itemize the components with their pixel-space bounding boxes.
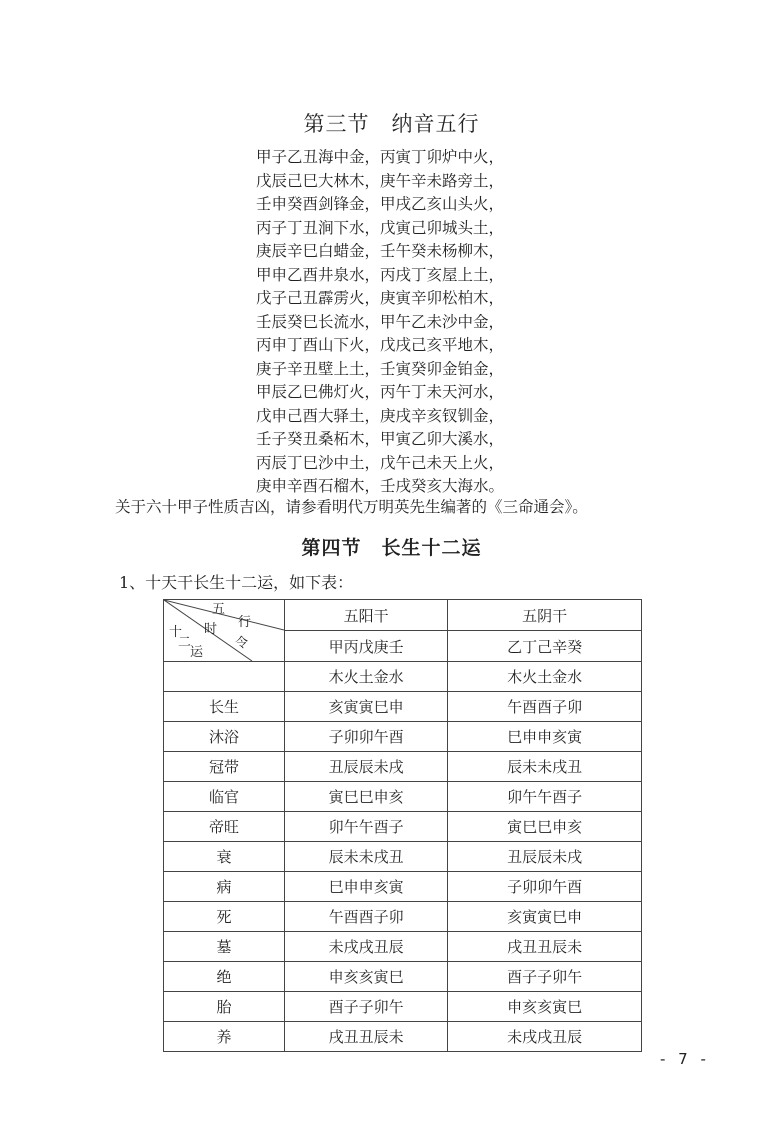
verse-line: 庚辰辛巳白蜡金，壬午癸未杨柳木， (256, 242, 505, 260)
elements-yin: 木火土金水 (448, 662, 642, 692)
yang-branches: 申亥亥寅巳 (285, 962, 448, 992)
table-row (164, 692, 642, 722)
table-row (164, 992, 642, 1022)
table-row (164, 782, 642, 812)
corner-label: 五 (212, 602, 226, 617)
verse-line: 戊子己丑霹雳火，庚寅辛卯松柏木， (256, 289, 505, 307)
empty-cell (164, 662, 285, 692)
verse-line: 壬辰癸巳长流水，甲午乙未沙中金， (256, 312, 505, 331)
reference-note: 关于六十甲子性质吉凶，请参看明代万明英先生编著的《三命通会》。 (115, 498, 588, 516)
table-row (164, 812, 642, 842)
diagonal-header-cell (164, 600, 285, 662)
stage-label: 冠带 (164, 752, 285, 782)
corner-label: 令 (235, 636, 249, 651)
yang-branches: 巳申申亥寅 (285, 872, 448, 902)
elements-yang: 木火土金水 (285, 662, 448, 692)
yang-branches: 辰未未戌丑 (285, 842, 448, 872)
yin-branches: 丑辰辰未戌 (448, 842, 642, 872)
stage-label: 帝旺 (164, 812, 285, 842)
corner-label: 行 (238, 615, 252, 630)
stage-label: 绝 (164, 962, 285, 992)
table-intro: 1、十天干长生十二运，如下表： (119, 573, 354, 592)
yang-branches: 寅巳巳申亥 (285, 782, 448, 812)
yin-branches: 子卯卯午酉 (448, 872, 642, 902)
header-yang-stems: 五阳干 (285, 600, 448, 631)
twelve-stages-table (163, 599, 642, 1052)
yang-branches: 丑辰辰未戌 (285, 752, 448, 782)
stage-label: 死 (164, 902, 285, 932)
nayin-verses (256, 146, 504, 499)
yin-branches: 亥寅寅巳申 (448, 902, 642, 932)
corner-label: 二 (178, 635, 192, 650)
table-row (164, 902, 642, 932)
yin-branches: 申亥亥寅巳 (448, 992, 642, 1022)
table-row (164, 1022, 642, 1052)
verse-line: 丙子丁丑涧下水，戊寅己卯城头土， (256, 218, 505, 237)
stage-label: 病 (164, 872, 285, 902)
yang-branches: 亥寅寅巳申 (285, 692, 448, 722)
table-row (164, 722, 642, 752)
yang-branches: 卯午午酉子 (285, 812, 448, 842)
table-row (164, 872, 642, 902)
table-row (164, 752, 642, 782)
table-row (164, 932, 642, 962)
stage-label: 墓 (164, 932, 285, 962)
stems-yang: 甲丙戊庚壬 (285, 631, 448, 662)
header-yin-stems: 五阴干 (448, 600, 642, 631)
yin-branches: 戌丑丑辰未 (448, 932, 642, 962)
stage-label: 临官 (164, 782, 285, 812)
yin-branches: 未戌戌丑辰 (448, 1022, 642, 1052)
stage-label: 养 (164, 1022, 285, 1052)
yang-branches: 午酉酉子卯 (285, 902, 448, 932)
verse-line: 壬申癸酉剑锋金，甲戌乙亥山头火， (256, 195, 505, 213)
yang-branches: 戌丑丑辰未 (285, 1022, 448, 1052)
verse-line: 甲辰乙巳佛灯火，丙午丁未天河水， (256, 383, 505, 401)
table-row (164, 842, 642, 872)
yin-branches: 午酉酉子卯 (448, 692, 642, 722)
yin-branches: 巳申申亥寅 (448, 722, 642, 752)
yang-branches: 酉子子卯午 (285, 992, 448, 1022)
yin-branches: 酉子子卯午 (448, 962, 642, 992)
verse-line: 丙辰丁巳沙中土，戊午己未天上火， (256, 453, 505, 472)
verse-line: 甲子乙丑海中金，丙寅丁卯炉中火， (256, 148, 505, 166)
elements-row (164, 662, 642, 692)
corner-label: 十 (169, 625, 183, 640)
stage-label: 胎 (164, 992, 285, 1022)
yang-branches: 子卯卯午酉 (285, 722, 448, 752)
yin-branches: 辰未未戌丑 (448, 752, 642, 782)
table-row (164, 962, 642, 992)
page-number: - 7 - (660, 1050, 710, 1068)
verse-line: 壬子癸丑桑柘木，甲寅乙卯大溪水， (256, 430, 505, 448)
verse-line: 甲申乙酉井泉水，丙戌丁亥屋上土， (256, 265, 505, 284)
table-header-row (164, 600, 642, 631)
yang-branches: 未戌戌丑辰 (285, 932, 448, 962)
verse-line: 戊申己酉大驿土，庚戌辛亥钗钏金， (256, 406, 505, 425)
verse-line: 丙申丁酉山下火，戊戌己亥平地木， (256, 336, 505, 354)
stage-label: 沐浴 (164, 722, 285, 752)
verse-line: 庚申辛酉石榴木，壬戌癸亥大海水。 (256, 477, 505, 495)
yin-branches: 卯午午酉子 (448, 782, 642, 812)
verse-line: 庚子辛丑壁上土，壬寅癸卯金铂金， (256, 359, 505, 378)
stems-yin: 乙丁己辛癸 (448, 631, 642, 662)
corner-label: 运 (190, 645, 204, 660)
corner-label: 时 (204, 622, 218, 637)
verse-line: 戊辰己巳大林木，庚午辛未路旁土， (256, 171, 505, 190)
section3-title: 第三节 纳音五行 (303, 112, 480, 136)
yin-branches: 寅巳巳申亥 (448, 812, 642, 842)
section4-title: 第四节 长生十二运 (301, 537, 482, 559)
stage-label: 长生 (164, 692, 285, 722)
stage-label: 衰 (164, 842, 285, 872)
